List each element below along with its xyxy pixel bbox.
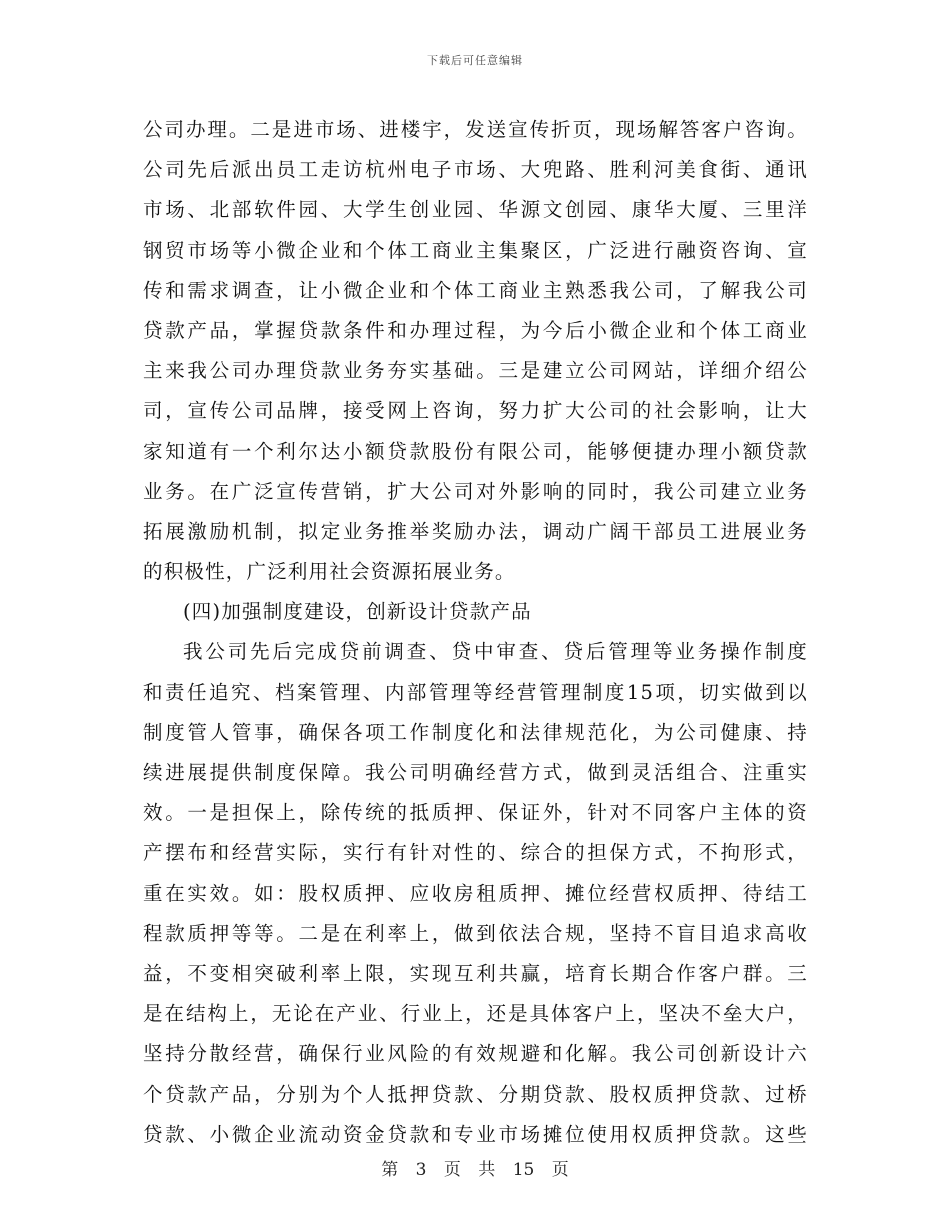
text-line: 效。一是担保上，除传统的抵质押、保证外，针对不同客户主体的资 <box>143 801 808 825</box>
text-line: 公司先后派出员工走访杭州电子市场、大兜路、胜利河美食街、通讯 <box>143 158 808 182</box>
text-line: 贷款产品，掌握贷款条件和办理过程，为今后小微企业和个体工商业 <box>143 318 808 342</box>
text-line: 个贷款产品，分别为个人抵押贷款、分期贷款、股权质押贷款、过桥 <box>143 1082 808 1106</box>
footer-ye: 页 <box>551 1160 569 1180</box>
text-line: 是在结构上，无论在产业、行业上，还是具体客户上，坚决不垒大户， <box>143 1002 808 1026</box>
text-line: 传和需求调查，让小微企业和个体工商业主熟悉我公司，了解我公司 <box>143 278 808 302</box>
text-line: 贷款、小微企业流动资金贷款和专业市场摊位使用权质押贷款。这些 <box>143 1122 808 1146</box>
section-heading: (四)加强制度建设，创新设计贷款产品 <box>183 600 532 624</box>
text-line: 制度管人管事，确保各项工作制度化和法律规范化，为公司健康、持 <box>143 720 808 744</box>
text-line: 和责任追究、档案管理、内部管理等经营管理制度15项，切实做到以 <box>143 680 808 704</box>
text-line: 续进展提供制度保障。我公司明确经营方式，做到灵活组合、注重实 <box>143 761 808 784</box>
text-line: 钢贸市场等小微企业和个体工商业主集聚区，广泛进行融资咨询、宣 <box>143 238 808 262</box>
page-header: 下载后可任意编辑 <box>427 54 523 67</box>
text-line: 的积极性，广泛利用社会资源拓展业务。 <box>143 560 516 584</box>
text-line: 家知道有一个利尔达小额贷款股份有限公司，能够便捷办理小额贷款 <box>143 439 808 463</box>
text-line: 益，不变相突破利率上限，实现互利共赢，培育长期合作客户群。三 <box>143 961 808 985</box>
text-line: 程款质押等等。二是在利率上，做到依法合规，坚持不盲目追求高收 <box>143 921 808 945</box>
text-line: 产摆布和经营实际，实行有针对性的、综合的担保方式，不拘形式， <box>143 841 808 865</box>
text-line: 主来我公司办理贷款业务夯实基础。三是建立公司网站，详细介绍公 <box>143 359 808 383</box>
footer-gong: 共 <box>478 1160 496 1180</box>
text-line: 业务。在广泛宣传营销，扩大公司对外影响的同时，我公司建立业务 <box>143 479 808 503</box>
text-line: 坚持分散经营，确保行业风险的有效规避和化解。我公司创新设计六 <box>143 1042 808 1066</box>
page-footer <box>0 1155 950 1180</box>
current-page-number: 3 <box>415 1160 427 1180</box>
document-body <box>143 110 808 1155</box>
text-line: 市场、北部软件园、大学生创业园、华源文创园、康华大厦、三里洋 <box>143 198 808 222</box>
text-line: 司，宣传公司品牌，接受网上咨询，努力扩大公司的社会影响，让大 <box>143 399 808 423</box>
total-pages-number: 15 <box>512 1160 535 1180</box>
text-line: 公司办理。二是进市场、进楼宇，发送宣传折页，现场解答客户咨询。 <box>143 118 808 141</box>
text-line: 拓展激励机制，拟定业务推举奖励办法，调动广阔干部员工进展业务 <box>143 519 808 543</box>
paragraph-first-line: 我公司先后完成贷前调查、贷中审查、贷后管理等业务操作制度 <box>183 640 808 664</box>
footer-di: 第 <box>381 1160 399 1180</box>
text-line: 重在实效。如：股权质押、应收房租质押、摊位经营权质押、待结工 <box>143 881 808 905</box>
footer-ye: 页 <box>443 1160 461 1180</box>
